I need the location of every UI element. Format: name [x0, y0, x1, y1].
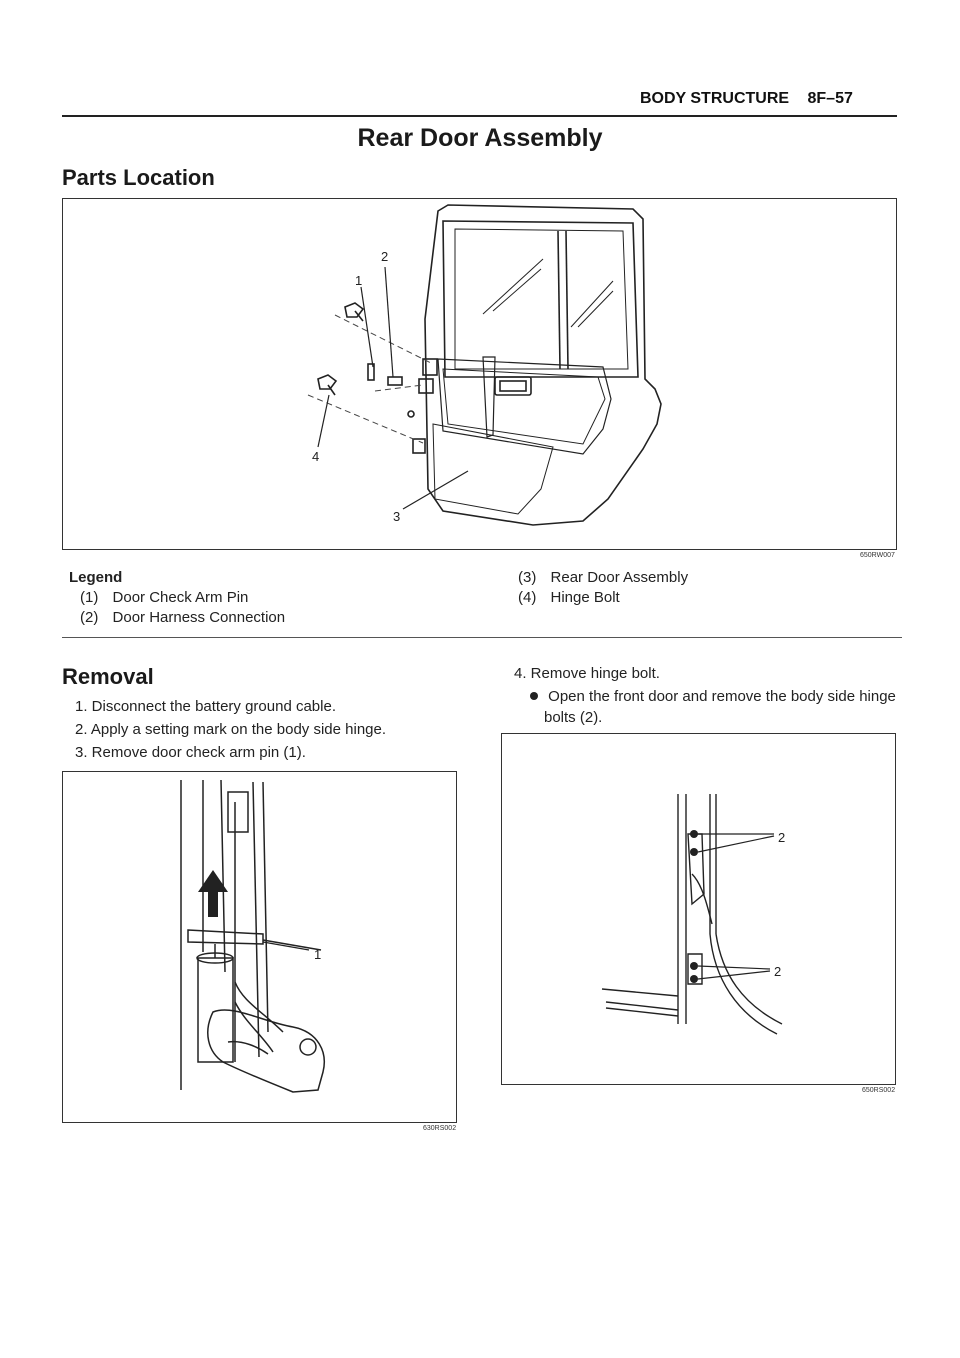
legend-label: Door Harness Connection: [112, 609, 286, 626]
hinge-bolt-illustration: [502, 734, 895, 1084]
legend-number: (1): [80, 589, 99, 606]
header-rule: [62, 115, 897, 117]
check-arm-pin-illustration: [63, 772, 456, 1122]
parts-location-figure: [62, 198, 897, 550]
check-arm-pin-figure: [62, 771, 457, 1123]
callout-1: 1: [314, 947, 322, 962]
bullet-text-line1: Open the front door and remove the body side hinge: [548, 688, 896, 705]
running-header: [640, 90, 853, 108]
legend-item: [518, 589, 620, 606]
removal-bullet: [530, 688, 896, 705]
legend-item: [80, 609, 285, 626]
callout-1: 1: [355, 273, 363, 288]
parts-location-figure-code: 650RW007: [860, 552, 895, 559]
legend-label: Door Check Arm Pin: [112, 589, 249, 606]
header-section: BODY STRUCTURE: [640, 90, 790, 107]
parts-location-heading: Parts Location: [62, 165, 215, 190]
callout-4: 4: [312, 449, 320, 464]
hinge-bolt-figure: [501, 733, 896, 1085]
removal-step-4: 4. Remove hinge bolt.: [514, 665, 660, 682]
callout-2-lower: 2: [774, 964, 782, 979]
legend-item: [518, 569, 688, 586]
callout-2-upper: 2: [778, 830, 786, 845]
legend-number: (2): [80, 609, 99, 626]
filled-circle-bullet-icon: [530, 692, 538, 700]
legend-number: (4): [518, 589, 537, 606]
callout-2: 2: [381, 249, 389, 264]
bullet-text-line2: bolts (2).: [544, 709, 603, 726]
rear-door-exploded-illustration: [63, 199, 896, 549]
legend-label: Rear Door Assembly: [550, 569, 689, 586]
legend-title: Legend: [69, 569, 123, 586]
header-page-number: 8F–57: [807, 90, 853, 107]
removal-step: 1. Disconnect the battery ground cable.: [75, 698, 336, 715]
legend-label: Hinge Bolt: [550, 589, 620, 606]
page-title: Rear Door Assembly: [357, 124, 603, 152]
legend-item: [80, 589, 248, 606]
check-arm-pin-figure-code: 630RS002: [423, 1125, 457, 1132]
removal-step: 3. Remove door check arm pin (1).: [75, 744, 306, 761]
legend-number: (3): [518, 569, 537, 586]
section-divider: [62, 637, 902, 638]
removal-heading: Removal: [62, 664, 154, 689]
hinge-bolt-figure-code: 650RS002: [862, 1087, 896, 1094]
removal-step: 2. Apply a setting mark on the body side hinge.: [75, 721, 387, 738]
callout-3: 3: [393, 509, 401, 524]
